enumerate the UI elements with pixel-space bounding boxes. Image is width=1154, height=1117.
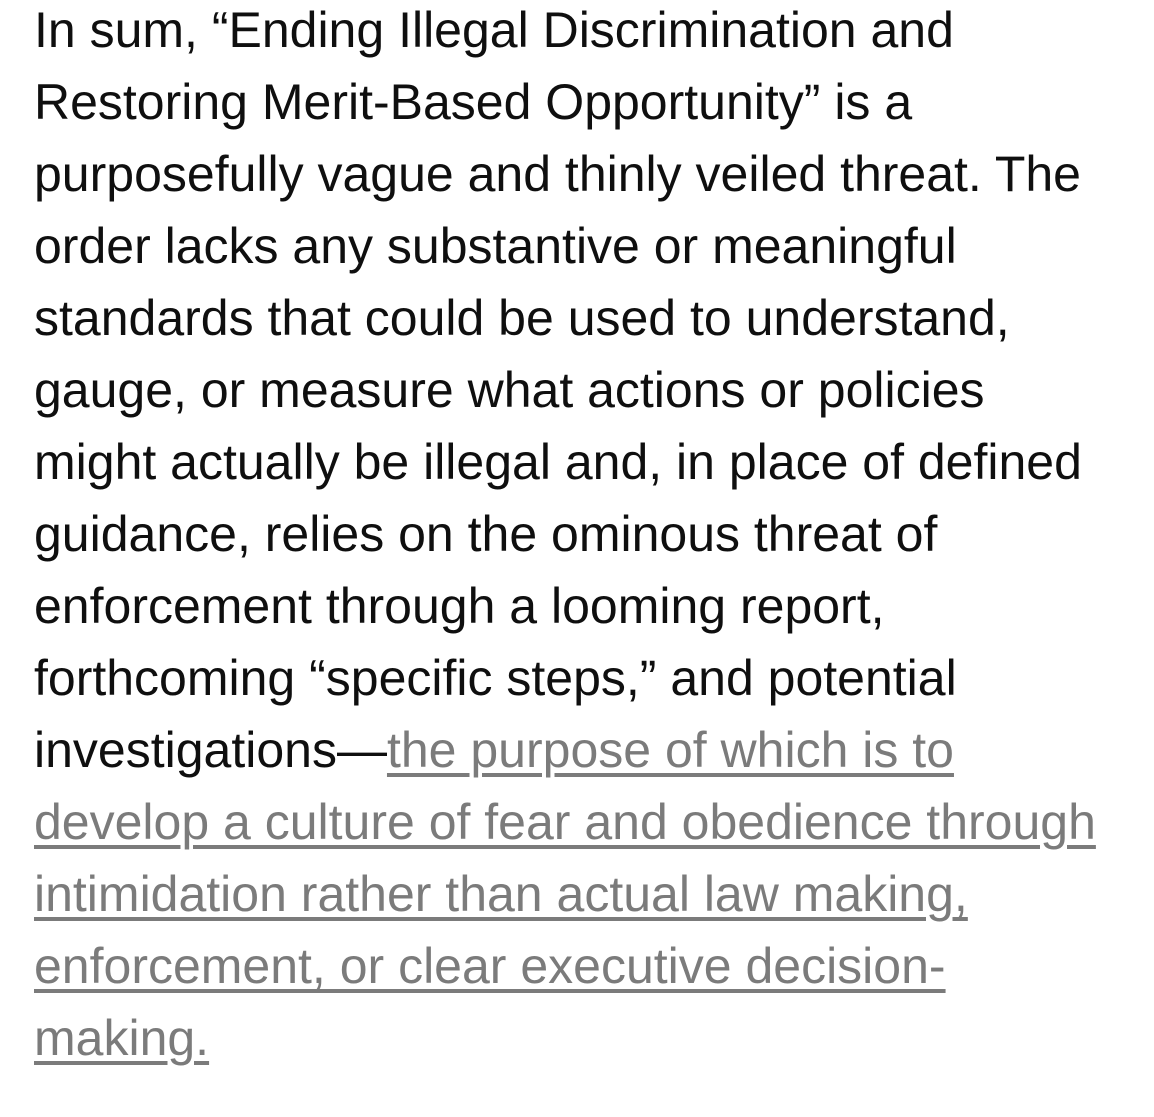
paragraph-text: might actually be illegal and, in place of defined <box>34 434 1082 490</box>
paragraph-text: standards that could be used to understand, <box>34 290 1010 346</box>
inline-link[interactable]: intimidation rather than actual law making, <box>34 866 968 922</box>
text-line <box>34 714 1154 786</box>
text-line <box>34 786 1154 858</box>
paragraph-text: enforcement through a looming report, <box>34 578 885 634</box>
inline-link[interactable]: the purpose of which is to <box>386 722 954 778</box>
paragraph-text: order lacks any substantive or meaningful <box>34 218 957 274</box>
text-line <box>34 426 1154 498</box>
text-line <box>34 282 1154 354</box>
paragraph-text: forthcoming “specific steps,” and potential <box>34 650 957 706</box>
text-line <box>34 1002 1154 1074</box>
text-line <box>34 858 1154 930</box>
inline-link[interactable]: develop a culture of fear and obedience through <box>34 794 1096 850</box>
paragraph-text: In sum, “Ending Illegal Discrimination and <box>34 2 954 58</box>
paragraph-text: guidance, relies on the ominous threat of <box>34 506 938 562</box>
paragraph-text: purposefully vague and thinly veiled threat. The <box>34 146 1081 202</box>
text-line <box>34 0 1154 66</box>
text-line <box>34 570 1154 642</box>
paragraph-text: Restoring Merit-Based Opportunity” is a <box>34 74 913 130</box>
text-line <box>34 138 1154 210</box>
paragraph-text: gauge, or measure what actions or policies <box>34 362 985 418</box>
text-line <box>34 642 1154 714</box>
text-line <box>34 498 1154 570</box>
paragraph-text: investigations— <box>34 722 387 778</box>
inline-link[interactable]: making. <box>34 1010 210 1066</box>
text-line <box>34 930 1154 1002</box>
text-line <box>34 210 1154 282</box>
inline-link[interactable]: enforcement, or clear executive decision- <box>34 938 946 994</box>
text-line <box>34 354 1154 426</box>
text-line <box>34 66 1154 138</box>
